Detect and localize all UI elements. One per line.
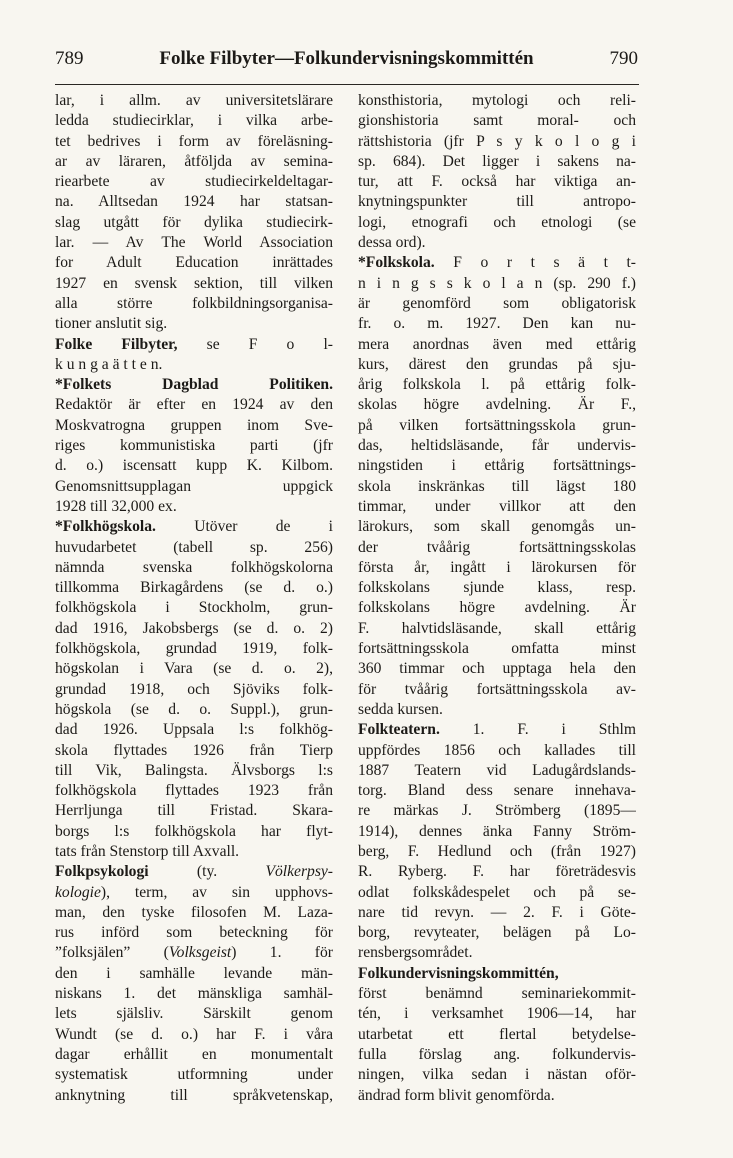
text-line — [55, 355, 333, 375]
text-line — [358, 883, 636, 903]
line-text: folkskolans sjunde klass, resp. — [358, 579, 636, 597]
right-column — [358, 91, 636, 1106]
text-line — [55, 903, 333, 923]
line-text: tillkomma Birkagårdens (se d. o.) — [55, 579, 333, 597]
line-text: dessa ord). — [358, 234, 426, 252]
text-line — [358, 781, 636, 801]
text-line — [358, 91, 636, 111]
text-line — [358, 1045, 636, 1065]
line-text: nämnda svenska folkhögskolorna — [55, 558, 333, 576]
line-text: anknytning till språkvetenskap, — [55, 1086, 333, 1104]
text-line — [358, 1025, 636, 1045]
entry-headword: Folkteatern. — [358, 721, 440, 739]
line-text: knytningspunkter till antropo- — [358, 193, 636, 211]
text-line — [55, 335, 333, 355]
text-line — [358, 253, 636, 273]
text-line — [55, 1004, 333, 1024]
line-text: alla större folkbildningsorganisa- — [55, 294, 333, 312]
text-line — [55, 456, 333, 476]
line-text: konsthistoria, mytologi och reli- — [358, 92, 636, 109]
line-text: folkhögskola, grundad 1919, folk- — [55, 640, 333, 658]
text-line — [55, 538, 333, 558]
text-line — [55, 172, 333, 192]
line-text: folkskolans högre avdelning. Är — [358, 599, 636, 617]
text-line — [55, 416, 333, 436]
text-line — [358, 1004, 636, 1024]
line-text: na. Alltsedan 1924 har statsan- — [55, 193, 333, 211]
text-line — [358, 335, 636, 355]
line-text: odlat folkskådespelet och på se- — [358, 883, 636, 901]
text-line — [358, 720, 636, 740]
line-text: borgs l:s folkhögskola har flyt- — [55, 822, 333, 840]
line-text: Herrljunga till Fristad. Skara- — [55, 802, 333, 820]
line-text: Genomsnittsupplagan uppgick — [55, 477, 333, 495]
text-line — [358, 984, 636, 1004]
line-text: borg, revyteater, belägen på Lo- — [358, 924, 636, 942]
text-line — [358, 395, 636, 415]
entry-headword: Folkpsykologi — [55, 863, 149, 881]
text-line — [358, 1086, 636, 1106]
entry-headword: *Folkets Dagblad Politiken. — [55, 376, 333, 394]
text-line — [55, 1065, 333, 1085]
text-line — [55, 1086, 333, 1106]
entry-headword: *Folkhögskola. — [55, 518, 156, 536]
text-line — [358, 213, 636, 233]
line-text: ningstiden i ettårig fortsättnings- — [358, 457, 636, 475]
text-line — [358, 578, 636, 598]
text-line — [55, 395, 333, 415]
text-line — [358, 822, 636, 842]
text-line — [55, 923, 333, 943]
text-line — [358, 842, 636, 862]
text-line — [55, 781, 333, 801]
line-text: dad 1916, Jakobsbergs (se d. o. 2) — [55, 619, 333, 637]
line-text: 1914), dennes änka Fanny Ström- — [358, 822, 636, 840]
text-line — [55, 132, 333, 152]
line-text: folkhögskola flyttades 1923 från — [55, 782, 333, 800]
line-text: gionshistoria samt moral- och — [358, 112, 636, 130]
text-line — [358, 274, 636, 294]
text-line — [358, 1065, 636, 1085]
line-text: högskola (se d. o. Suppl.), grun- — [55, 700, 333, 718]
line-text: 1887 Teatern vid Ladugårdslands- — [358, 761, 636, 779]
text-line — [358, 619, 636, 639]
line-text: for Adult Education inrättades — [55, 254, 333, 272]
line-text: uppfördes 1856 och kallades till — [358, 741, 636, 759]
line-text: till Vik, Balingsta. Älvsborgs l:s — [55, 761, 333, 779]
line-text: Wundt (se d. o.) har F. i våra — [55, 1025, 333, 1043]
text-line — [55, 619, 333, 639]
text-line — [55, 984, 333, 1004]
text-line — [55, 274, 333, 294]
line-text: man, den tyske filosofen M. Laza- — [55, 903, 333, 921]
text-line — [55, 192, 333, 212]
text-line — [55, 436, 333, 456]
line-text: för tvåårig fortsättningsskola av- — [358, 680, 636, 698]
line-text: der tvåårig fortsättningsskolas — [358, 538, 636, 556]
text-line — [55, 761, 333, 781]
text-line — [358, 294, 636, 314]
line-text: ), term, av sin upphovs- — [100, 883, 333, 901]
line-text: tioner anslutit sig. — [55, 315, 168, 333]
line-text: nare tid revyn. — 2. F. i Göte- — [358, 903, 636, 921]
text-line — [55, 639, 333, 659]
italic-term: Volksgeist — [168, 944, 232, 962]
text-line — [55, 680, 333, 700]
line-text: skolas högre avdelning. Är F., — [358, 396, 636, 414]
line-text: ”folksjälen” ( — [55, 944, 169, 962]
text-line — [55, 883, 333, 903]
line-text: berg, F. Hedlund och (från 1927) — [358, 842, 636, 860]
line-text: mera anordnas även med ettårig — [358, 335, 636, 353]
text-line — [358, 538, 636, 558]
text-line — [358, 497, 636, 517]
line-text: F o r t s ä t t- — [434, 254, 636, 272]
text-line — [358, 943, 636, 963]
text-line — [55, 801, 333, 821]
entry-headword: *Folkskola. — [358, 254, 435, 272]
text-line — [55, 943, 333, 963]
text-line — [358, 862, 636, 882]
line-text: grundad 1918, och Sjöviks folk- — [55, 680, 333, 698]
line-text: 1928 till 32,000 ex. — [55, 497, 177, 515]
text-line — [358, 680, 636, 700]
text-line — [55, 558, 333, 578]
line-text: den i samhälle levande män- — [55, 964, 333, 982]
text-line — [358, 598, 636, 618]
text-line — [358, 375, 636, 395]
line-text: högskolan i Vara (se d. o. 2), — [55, 660, 333, 678]
line-text: sp. 684). Det ligger i sakens na- — [358, 152, 636, 170]
line-text: ändrad form blivit genomförda. — [358, 1086, 555, 1104]
line-text: n i n g s s k o l a n (sp. 290 f.) — [358, 274, 636, 292]
line-text: ledda studiecirklar, i vilka arbe- — [55, 112, 333, 130]
text-line — [55, 862, 333, 882]
text-line — [358, 761, 636, 781]
italic-term: Völkerpsy- — [265, 863, 333, 881]
text-line — [358, 192, 636, 212]
text-line — [358, 355, 636, 375]
line-text: riearbete av studiecirkeldeltagar- — [55, 173, 333, 191]
text-line — [358, 700, 636, 720]
line-text: ar av läraren, åtföljda av semina- — [55, 152, 333, 170]
text-line — [55, 964, 333, 984]
line-text: lar. — Av The World Association — [55, 234, 333, 252]
page-number-right: 790 — [609, 48, 638, 69]
text-line — [55, 1025, 333, 1045]
line-text: niskans 1. det mänskliga samhäl- — [55, 985, 333, 1003]
line-text: dagar erhållit en monumentalt — [55, 1045, 333, 1063]
text-line — [358, 436, 636, 456]
italic-term: kologie — [55, 883, 101, 901]
text-line — [358, 558, 636, 578]
line-text: fulla förslag ang. folkundervis- — [358, 1045, 636, 1063]
text-line — [55, 111, 333, 131]
text-line — [358, 903, 636, 923]
text-line — [55, 213, 333, 233]
text-line — [55, 598, 333, 618]
line-text: 360 timmar och upptaga hela den — [358, 660, 636, 678]
line-text: ningen, vilka sedan i nästan oför- — [358, 1066, 636, 1084]
line-text: 1927 en svensk sektion, till vilken — [55, 274, 333, 292]
line-text: första år, ingått i lärokursen för — [358, 558, 636, 576]
line-text: skola flyttades 1926 från Tierp — [55, 741, 333, 759]
line-text: slag utgått för dylika studiecirk- — [55, 213, 333, 231]
text-line — [55, 578, 333, 598]
line-text: lar, i allm. av universitetslärare — [55, 92, 333, 109]
line-text: re märkas J. Strömberg (1895— — [358, 802, 636, 820]
line-text: sedda kursen. — [358, 700, 443, 718]
text-line — [55, 152, 333, 172]
line-text: skola inskränkas till lägst 180 — [358, 477, 636, 495]
text-line — [55, 720, 333, 740]
text-line — [358, 233, 636, 253]
line-text: först benämnd seminariekommit- — [358, 985, 636, 1003]
text-line — [55, 233, 333, 253]
line-text: lärokurs, som skall genomgås un- — [358, 518, 636, 536]
line-text: Utöver de i — [155, 518, 333, 536]
line-text: kurs, därest den grundas på sju- — [358, 355, 636, 373]
text-line — [55, 477, 333, 497]
line-text: huvudarbetet (tabell sp. 256) — [55, 538, 333, 556]
text-line — [358, 517, 636, 537]
line-text: rus införd som beteckning för — [55, 924, 333, 942]
line-text: dad 1926. Uppsala l:s folkhög- — [55, 721, 333, 739]
text-line — [55, 842, 333, 862]
text-line — [358, 416, 636, 436]
text-line — [358, 964, 636, 984]
entry-headword: Folkundervisningskommittén, — [358, 964, 559, 982]
line-text: är genomförd som obligatorisk — [358, 294, 636, 312]
text-line — [55, 1045, 333, 1065]
page-number-left: 789 — [55, 48, 84, 69]
text-line — [55, 517, 333, 537]
text-line — [55, 314, 333, 334]
text-line — [358, 923, 636, 943]
text-line — [358, 111, 636, 131]
line-text: rättshistoria (jfr P s y k o l o g i — [358, 132, 636, 150]
left-column — [55, 91, 333, 1106]
line-text: lets själsliv. Särskilt genom — [55, 1005, 333, 1023]
line-text: fr. o. m. 1927. Den kan nu- — [358, 315, 636, 333]
text-line — [55, 822, 333, 842]
header-rule — [55, 84, 639, 85]
text-line — [55, 375, 333, 395]
text-line — [55, 497, 333, 517]
line-text: fortsättningsskola omfatta minst — [358, 640, 636, 658]
line-text: logi, etnografi och etnologi (se — [358, 213, 636, 231]
line-text: k u n g a ä t t e n. — [55, 355, 163, 373]
text-line — [358, 152, 636, 172]
text-line — [358, 639, 636, 659]
line-text: tén, i verksamhet 1906—14, har — [358, 1005, 636, 1023]
line-text: årig folkskola l. på ettårig folk- — [358, 376, 636, 394]
text-line — [358, 132, 636, 152]
text-line — [358, 456, 636, 476]
text-line — [55, 659, 333, 679]
text-line — [55, 700, 333, 720]
text-line — [55, 294, 333, 314]
line-text: riges kommunistiska parti (jfr — [55, 437, 333, 455]
line-text: das, heltidsläsande, får undervis- — [358, 437, 636, 455]
running-header — [0, 40, 733, 74]
text-line — [358, 659, 636, 679]
entry-headword: Folke Filbyter, — [55, 335, 178, 353]
line-text: tats från Stenstorp till Axvall. — [55, 842, 240, 860]
line-text: tur, att F. också har viktiga an- — [358, 173, 636, 191]
line-text: timmar, under villkor att den — [358, 497, 636, 515]
line-text: R. Ryberg. F. har företrädesvis — [358, 863, 636, 881]
text-line — [358, 801, 636, 821]
line-text: systematisk utformning under — [55, 1066, 333, 1084]
text-line — [358, 477, 636, 497]
line-text: ) 1. för — [231, 944, 333, 962]
line-text: se F o l- — [177, 335, 333, 353]
line-text: torg. Bland dess senare innehava- — [358, 782, 636, 800]
line-text: 1. F. i Sthlm — [439, 721, 636, 739]
text-line — [358, 172, 636, 192]
text-line — [55, 91, 333, 111]
line-text: Redaktör är efter en 1924 av den — [55, 396, 333, 414]
line-text: folkhögskola i Stockholm, grun- — [55, 599, 333, 617]
line-text: F. halvtidsläsande, skall ettårig — [358, 619, 636, 637]
line-text: (ty. — [148, 863, 266, 881]
line-text: på vilken fortsättningsskola grun- — [358, 416, 636, 434]
text-line — [358, 741, 636, 761]
text-line — [55, 741, 333, 761]
text-line — [55, 253, 333, 273]
line-text: Moskvatrogna gruppen inom Sve- — [55, 416, 333, 434]
line-text: utarbetat ett flertal betydelse- — [358, 1025, 636, 1043]
line-text: d. o.) iscensatt kupp K. Kilbom. — [55, 457, 333, 475]
line-text: tet bedrives i form av föreläsning- — [55, 132, 333, 150]
text-line — [358, 314, 636, 334]
running-title: Folke Filbyter—Folkundervisningskommittén — [159, 48, 534, 69]
line-text: rensbergsområdet. — [358, 944, 473, 962]
